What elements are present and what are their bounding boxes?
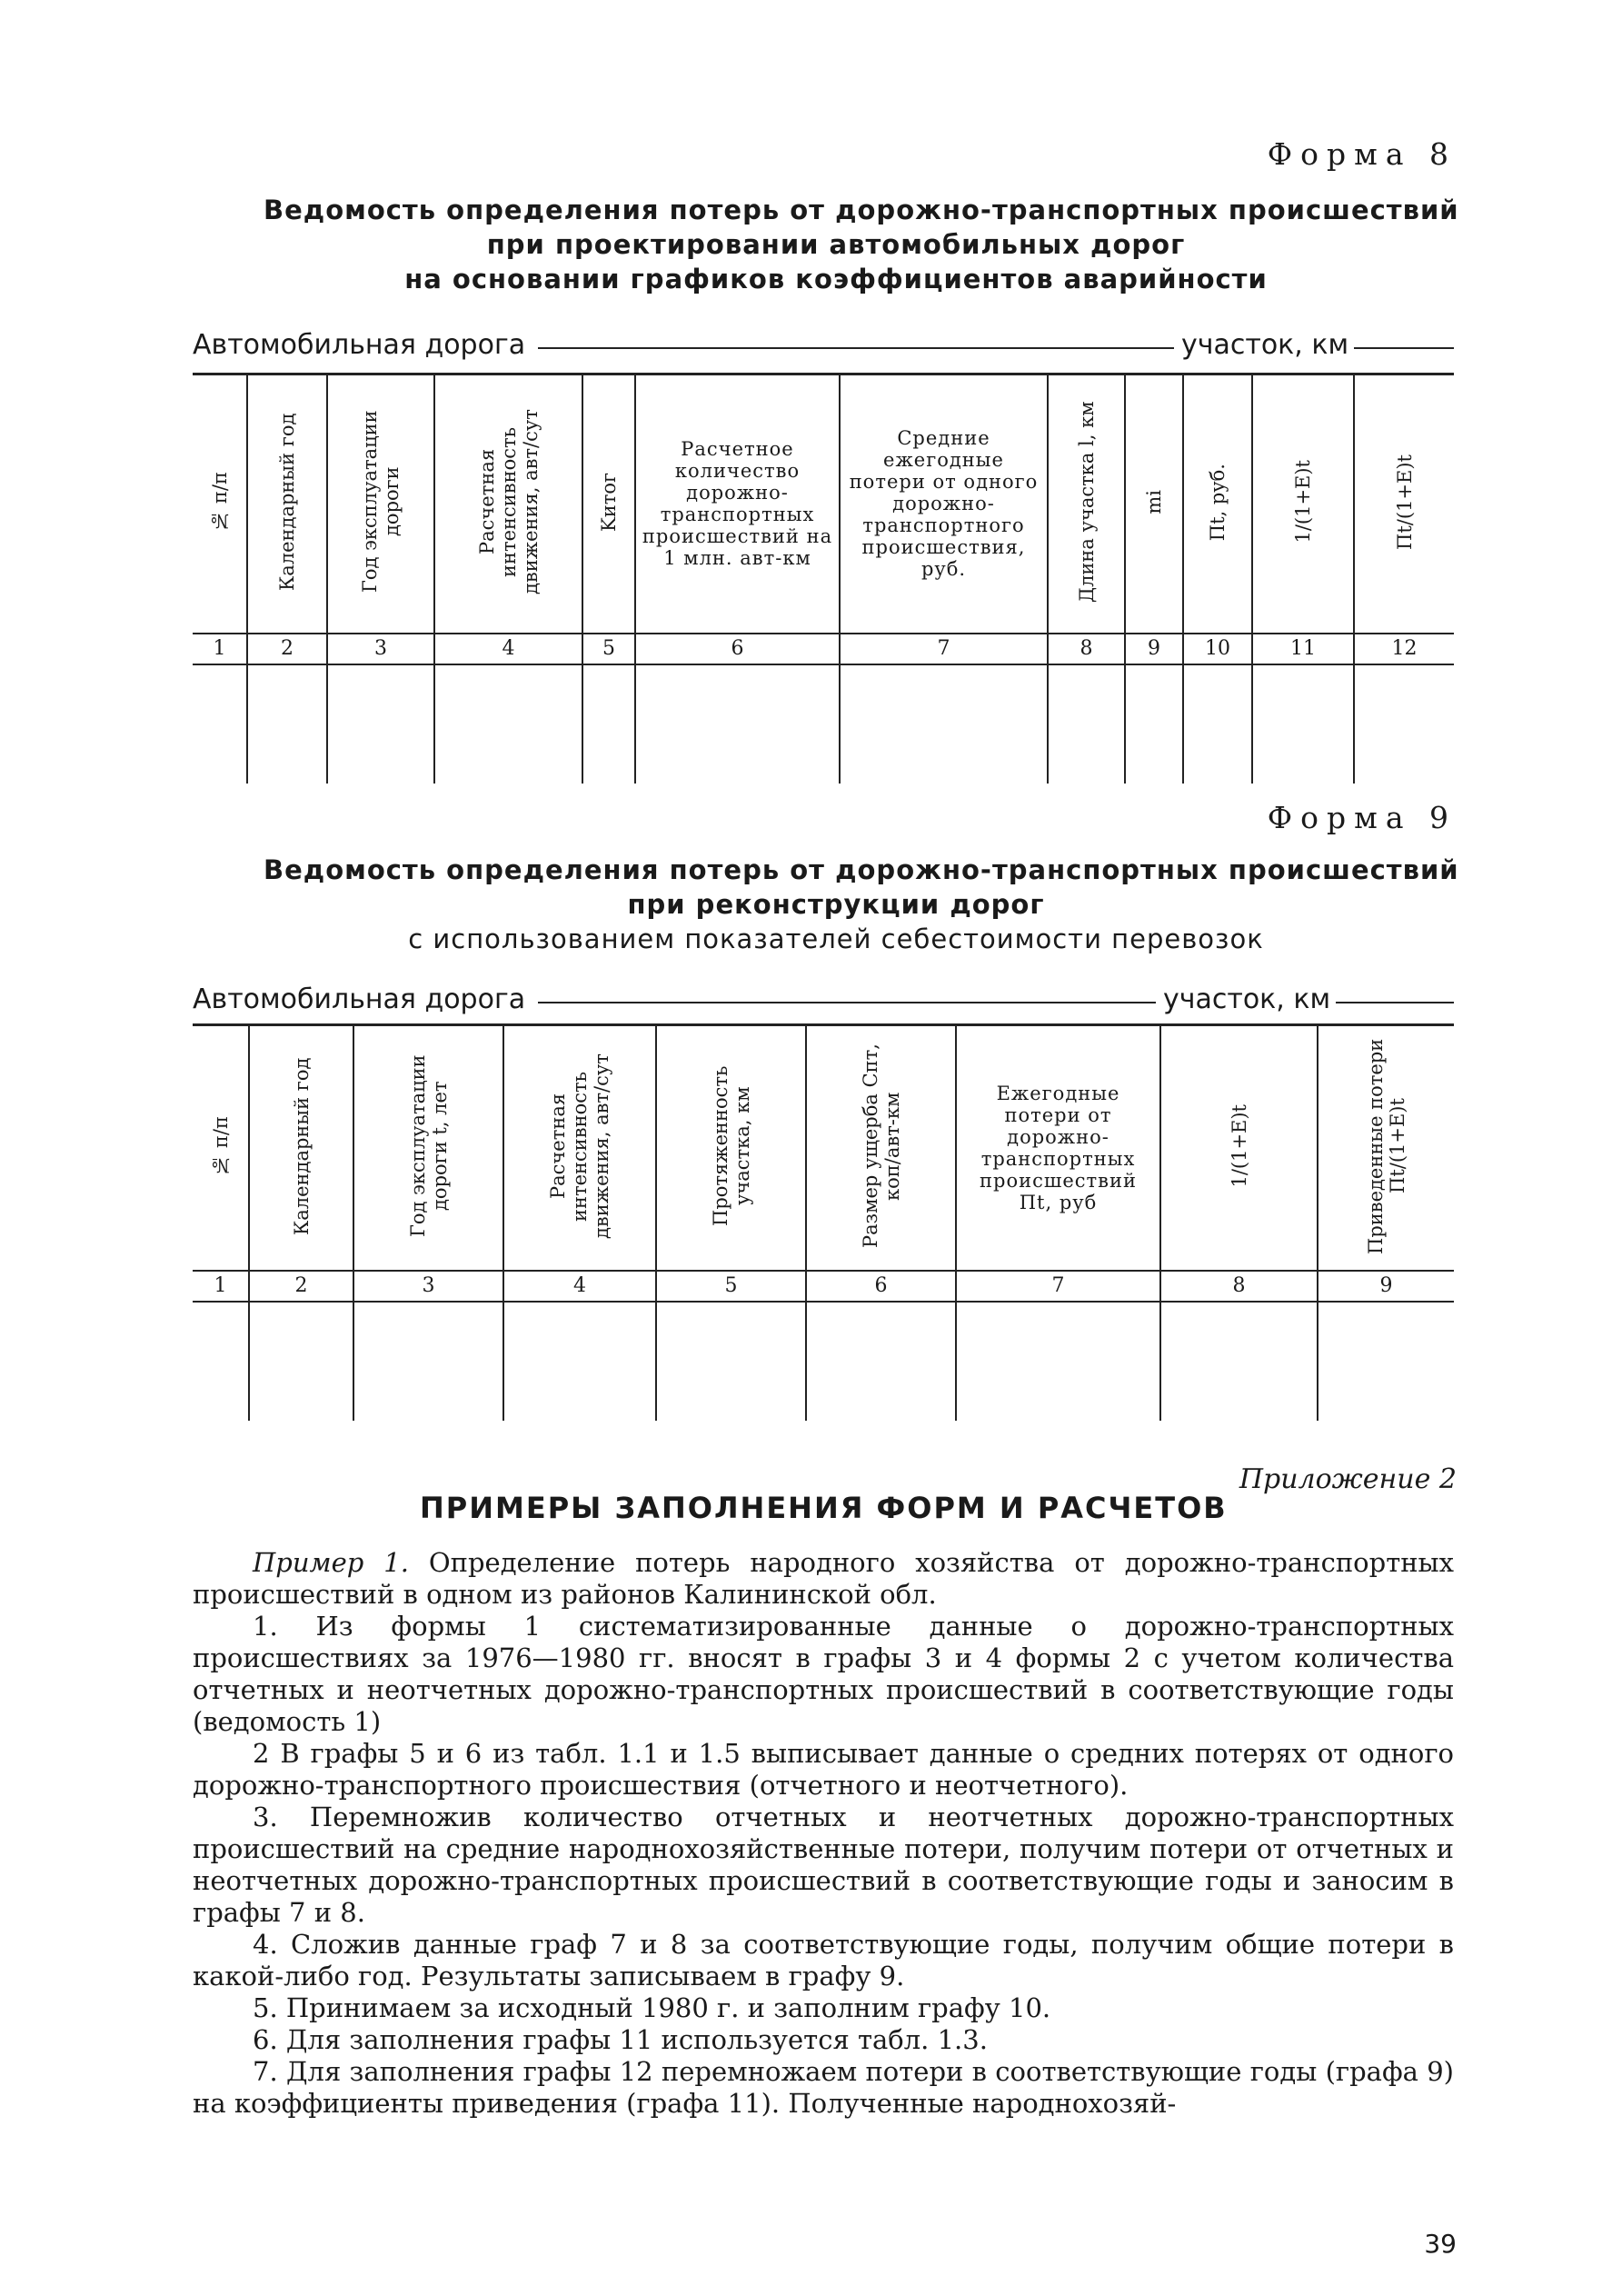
empty-cell[interactable] (1125, 664, 1183, 784)
section-label: участок, км (1158, 983, 1336, 1015)
col-index: 1 (193, 1271, 249, 1302)
paragraph-text: Определение потерь народного хозяйства от дорожно-транспортных происшествий в одном из районов Калининской обл. (193, 1547, 1454, 1610)
empty-cell[interactable] (247, 664, 327, 784)
page-number: 39 (1424, 2229, 1457, 2259)
paragraph: 5. Принимаем за исходный 1980 г. и заполним графу 10. (253, 1992, 1051, 2023)
col-index: 4 (503, 1271, 656, 1302)
col-index: 7 (956, 1271, 1160, 1302)
road-name-rule (538, 1002, 1156, 1003)
form9-road-line (193, 983, 1454, 1016)
form8-road-line (193, 329, 1454, 362)
empty-cell[interactable] (1160, 1302, 1318, 1421)
paragraph: 6. Для заполнения графы 11 используется табл. 1.3. (253, 2024, 988, 2055)
empty-cell[interactable] (1183, 664, 1252, 784)
col-index: 10 (1183, 634, 1252, 664)
form8-label: Форма 8 (1267, 136, 1457, 172)
empty-cell[interactable] (1354, 664, 1454, 784)
col-calendar-year: Календарный год (276, 413, 298, 591)
col-traffic-intensity: Расчетная интенсивность движения, авт/сут (547, 1053, 612, 1239)
empty-cell[interactable] (193, 1302, 249, 1421)
col-operation-year: Год эксплуатации дороги t, лет (406, 1054, 451, 1238)
appendix-body (193, 1547, 1454, 2120)
form9-title-line-1: Ведомость определения потерь от дорожно-транспортных происшествий (264, 854, 1459, 885)
col-accident-count: Расчетное количество дорожно-транспортных происшествий на 1 млн. авт-км (642, 438, 833, 570)
paragraph: 4. Сложив данные граф 7 и 8 за соответствующие годы, получим общие потери в какой-либо год. Результаты записываем в графу 9. (193, 1929, 1454, 1992)
empty-cell[interactable] (582, 664, 635, 784)
col-losses: Пt, руб. (1207, 463, 1229, 541)
col-index: 9 (1318, 1271, 1454, 1302)
col-index: 9 (1125, 634, 1183, 664)
form9-title-line-2: при реконструкции дорог (627, 889, 1045, 920)
road-label: Автомобильная дорога (187, 983, 531, 1015)
empty-cell[interactable] (249, 1302, 353, 1421)
col-discounted-losses: Приведенные потери Пt/(1+E)t (1364, 1038, 1408, 1254)
form8-title-line-2: при проектировании автомобильных дорог (486, 229, 1186, 260)
appendix-heading: ПРИМЕРЫ ЗАПОЛНЕНИЯ ФОРМ И РАСЧЕТОВ (420, 1491, 1228, 1525)
col-number: № п/п (208, 472, 231, 533)
col-index: 3 (327, 634, 434, 664)
paragraph: 7. Для заполнения графы 12 перемножаем потери в соответствующие годы (графа 9) на коэффициенты приведения (графа 11). Полученные народнохозяй- (193, 2056, 1454, 2119)
form9-label: Форма 9 (1267, 800, 1457, 835)
col-operation-year: Год эксплуатации дороги (359, 410, 403, 594)
form8-title (264, 193, 1459, 296)
col-index: 6 (635, 634, 840, 664)
paragraph: 3. Перемножив количество отчетных и неотчетных дорожно-транспортных происшествий на средние народнохозяйственные потери, получим потери от отчетных и неотчетных дорожно-транспортных происшествий в соответствующие годы и заносим в графы 7 и 8. (193, 1802, 1454, 1928)
col-index: 3 (353, 1271, 503, 1302)
col-discount-factor: 1/(1+E)t (1228, 1103, 1250, 1188)
col-discounted-losses: Пt/(1+E)t (1393, 454, 1416, 550)
appendix-label: Приложение 2 (1239, 1463, 1457, 1495)
form8-title-line-1: Ведомость определения потерь от дорожно-транспортных происшествий (264, 195, 1459, 225)
col-index: 1 (193, 634, 247, 664)
empty-cell[interactable] (1048, 664, 1125, 784)
col-index: 2 (247, 634, 327, 664)
form9-title (264, 853, 1459, 956)
section-label: участок, км (1176, 329, 1354, 361)
empty-cell[interactable] (840, 664, 1048, 784)
col-index: 2 (249, 1271, 353, 1302)
col-index: 5 (582, 634, 635, 664)
col-traffic-intensity: Расчетная интенсивность движения, авт/сут (475, 409, 542, 595)
col-index: 8 (1160, 1271, 1318, 1302)
empty-cell[interactable] (656, 1302, 806, 1421)
col-discount-factor: 1/(1+E)t (1292, 460, 1314, 544)
col-index: 4 (434, 634, 582, 664)
paragraph (193, 1547, 1454, 1611)
col-calendar-year: Календарный год (290, 1057, 313, 1235)
col-damage-size: Размер ущерба Спт, коп/авт-км (859, 1043, 903, 1249)
paragraph: 2 В графы 5 и 6 из табл. 1.1 и 1.5 выписывает данные о средних потерях от одного дорожно-транспортного происшествия (отчетного и неотчетного). (193, 1738, 1454, 1801)
empty-cell[interactable] (327, 664, 434, 784)
col-number: № п/п (209, 1115, 232, 1176)
form9-title-line-3: с использованием показателей себестоимости перевозок (408, 923, 1264, 954)
col-index: 12 (1354, 634, 1454, 664)
empty-cell[interactable] (1318, 1302, 1454, 1421)
empty-cell[interactable] (806, 1302, 956, 1421)
empty-cell[interactable] (193, 664, 247, 784)
col-annual-losses: Ежегодные потери от дорожно-транспортных происшествий Пt, руб (980, 1082, 1137, 1213)
col-k-total: Kитог (598, 472, 620, 532)
col-index: 7 (840, 634, 1048, 664)
col-section-length: Длина участка l, км (1075, 401, 1098, 604)
col-index: 5 (656, 1271, 806, 1302)
form8-title-line-3: на основании графиков коэффициентов аварийности (404, 264, 1268, 294)
col-index: 6 (806, 1271, 956, 1302)
example-label: Пример 1. (253, 1547, 409, 1578)
col-average-losses: Средние ежегодные потери от одного дорожно-транспортного происшествия, руб. (849, 427, 1039, 581)
empty-cell[interactable] (353, 1302, 503, 1421)
col-index: 8 (1048, 634, 1125, 664)
road-label: Автомобильная дорога (187, 329, 531, 361)
empty-cell[interactable] (1252, 664, 1354, 784)
paragraph: 1. Из формы 1 систематизированные данные о дорожно-транспортных происшествиях за 1976—1980 гг. вносят в графы 3 и 4 формы 2 с учетом количества отчетных и неотчетных дорожно-транспортных происшествий в соответствующие годы (ведомость 1) (193, 1611, 1454, 1737)
empty-cell[interactable] (956, 1302, 1160, 1421)
form9-table (193, 1023, 1454, 1421)
empty-cell[interactable] (503, 1302, 656, 1421)
col-m: mi (1143, 489, 1165, 514)
col-section-length: Протяженность участка, км (709, 1065, 753, 1226)
empty-cell[interactable] (635, 664, 840, 784)
form8-table (193, 373, 1454, 784)
empty-cell[interactable] (434, 664, 582, 784)
road-name-rule (538, 347, 1174, 349)
col-index: 11 (1252, 634, 1354, 664)
